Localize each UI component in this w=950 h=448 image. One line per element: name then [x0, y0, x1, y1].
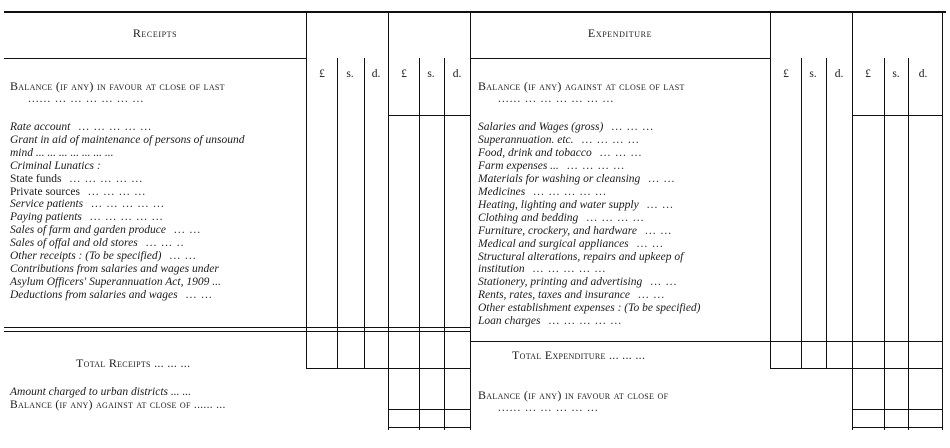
receipts-item-label: Grant in aid of maintenance of persons of unsound	[10, 133, 245, 146]
expenditure-item-label: Rents, rates, taxes and insurance	[478, 289, 631, 302]
receipts-item-label: mind ... ... ... ... ... ... ...	[10, 146, 114, 159]
receipts-item-row	[10, 173, 143, 186]
expenditure-item-label: Materials for washing or cleansing	[478, 172, 641, 185]
receipts-pound-2: £	[401, 68, 407, 80]
expenditure-item-leader: ... ...	[644, 224, 673, 237]
receipts-item-leader: ... ... ... ...	[87, 185, 147, 198]
expenditure-final-rule-2	[852, 427, 942, 428]
expenditure-item-row	[478, 173, 675, 186]
receipts-item-label: Rate account	[10, 121, 71, 133]
receipts-pence-2: d.	[452, 68, 462, 80]
receipts-item-leader: ... ...	[169, 250, 197, 262]
expenditure-item-leader: ... ... ... ... ...	[532, 263, 607, 276]
top-border	[4, 11, 946, 13]
expenditure-total-rule-bottom	[770, 368, 942, 369]
expenditure-item-label: institution	[478, 263, 525, 276]
expenditure-pence-1: d.	[834, 68, 844, 80]
expenditure-final-rule-1	[852, 409, 942, 410]
receipts-item-row	[10, 198, 165, 211]
receipts-balance-line2: ...... ... ... ... ... ... ...	[28, 93, 145, 105]
receipts-total-rule-top2	[4, 331, 470, 332]
expenditure-item-label: Clothing and bedding	[478, 211, 579, 224]
receipts-item-row	[10, 250, 197, 263]
receipts-pence-1: d.	[371, 68, 381, 80]
expenditure-item-leader: ... ...	[646, 198, 674, 211]
receipts-item-label: Paying patients	[10, 211, 82, 224]
receipts-item-leader: ... ...	[185, 288, 213, 301]
receipts-item-row	[10, 263, 219, 276]
expenditure-col-2	[801, 58, 802, 368]
expenditure-item-row	[478, 199, 674, 212]
expenditure-item-row	[478, 302, 701, 315]
expenditure-balance-favour-line1: Balance (if any) in favour at close of	[478, 388, 669, 402]
expenditure-item-row	[478, 147, 642, 160]
expenditure-item-label: Loan charges	[478, 315, 541, 328]
receipts-item-label: Sales of offal and old stores	[10, 237, 138, 250]
receipts-col-6	[444, 58, 445, 430]
receipts-item-label: Service patients	[10, 198, 84, 211]
expenditure-amount-rule-1	[852, 115, 942, 116]
receipts-item-label: Deductions from salaries and wages	[10, 288, 178, 301]
receipts-item-row	[10, 147, 114, 160]
receipts-item-label: Contributions from salaries and wages under	[10, 262, 219, 275]
receipts-item-row	[10, 289, 213, 302]
expenditure-balance-line2: ...... ... ... ... ... ... ...	[498, 93, 615, 105]
receipts-item-label: Criminal Lunatics :	[10, 159, 101, 172]
receipts-item-leader: ... ... ... ... ...	[78, 121, 152, 133]
expenditure-item-row	[478, 186, 607, 199]
header-bottom-rule-right	[470, 58, 770, 59]
receipts-pound-1: £	[319, 68, 325, 80]
expenditure-item-leader: ... ... ...	[611, 121, 654, 133]
expenditure-pound-2: £	[865, 68, 871, 80]
receipts-item-label: State funds	[10, 172, 62, 185]
expenditure-item-row	[478, 225, 672, 238]
receipts-header: Receipts	[132, 26, 178, 40]
expenditure-item-row	[478, 289, 665, 302]
expenditure-total: Total Expenditure ... ... ...	[512, 348, 646, 362]
receipts-total: Total Receipts ... ... ...	[76, 356, 191, 370]
receipts-total-rule-top	[4, 327, 470, 328]
expenditure-item-leader: ... ...	[638, 289, 666, 302]
receipts-item-label: Private sources	[10, 185, 80, 198]
receipts-item-row	[10, 211, 164, 224]
expenditure-item-leader: ... ...	[648, 172, 676, 185]
receipts-item-row	[10, 160, 101, 173]
expenditure-item-label: Medicines	[478, 185, 526, 198]
receipts-item-leader: ... ... ... ... ...	[69, 172, 144, 185]
receipts-amount-rule-1	[388, 115, 470, 116]
expenditure-item-label: Medical and surgical appliances	[478, 237, 629, 250]
receipts-item-label: Sales of farm and garden produce	[10, 224, 166, 237]
receipts-shilling-2: s.	[427, 68, 435, 80]
expenditure-item-leader: ... ... ...	[599, 146, 643, 159]
receipts-final-rule-1	[388, 409, 470, 410]
expenditure-pound-1: £	[783, 68, 789, 80]
receipts-item-label: Asylum Officers' Superannuation Act, 1909 ...	[10, 275, 221, 288]
receipts-shilling-1: s.	[346, 68, 354, 80]
expenditure-item-row	[478, 160, 625, 173]
expenditure-shilling-1: s.	[809, 68, 817, 80]
expenditure-item-row	[478, 251, 683, 264]
expenditure-item-label: Furniture, crockery, and hardware	[478, 224, 637, 237]
receipts-col-3	[364, 58, 365, 368]
receipts-item-row	[10, 237, 184, 250]
expenditure-balance-favour-line2: ...... ... ... ... ... ...	[498, 402, 599, 414]
receipts-item-label: Other receipts : (To be specified)	[10, 250, 162, 262]
expenditure-item-label: Food, drink and tobacco	[478, 146, 592, 159]
expenditure-item-label: Farm expenses ...	[478, 159, 559, 172]
expenditure-item-row	[478, 212, 644, 225]
expenditure-col-7	[942, 12, 943, 430]
receipts-final-rule-2	[388, 427, 470, 428]
receipts-item-leader: ... ...	[173, 224, 202, 237]
receipts-item-leader: ... ... ..	[145, 237, 185, 250]
expenditure-col-6	[908, 58, 909, 430]
expenditure-item-row	[478, 121, 654, 134]
expenditure-item-row	[478, 276, 677, 289]
receipts-col-7	[470, 12, 471, 430]
receipts-item-leader: ... ... ... ... ...	[91, 198, 165, 211]
expenditure-total-rule-top	[470, 341, 942, 342]
expenditure-item-leader: ... ... ... ... ...	[533, 185, 607, 198]
expenditure-header: Expenditure	[587, 26, 653, 40]
expenditure-item-label: Other establishment expenses : (To be specified)	[478, 302, 701, 315]
receipts-col-2	[337, 58, 338, 368]
expenditure-item-leader: ... ...	[650, 276, 678, 289]
expenditure-item-label: Stationery, printing and advertising	[478, 276, 643, 289]
expenditure-item-leader: ... ... ... ...	[581, 133, 640, 146]
receipts-balance-against: Balance (if any) against at close of ...... ...	[10, 399, 226, 411]
expenditure-item-label: Superannuation. etc.	[478, 133, 574, 146]
expenditure-col-4	[852, 12, 853, 430]
expenditure-col-3	[826, 58, 827, 368]
expenditure-shilling-2: s.	[892, 68, 900, 80]
receipts-col-4	[388, 12, 389, 430]
expenditure-item-row	[478, 263, 606, 276]
receipts-item-row	[10, 276, 221, 289]
expenditure-balance-line1: Balance (if any) against at close of last	[478, 79, 685, 93]
receipts-col-5	[419, 58, 420, 430]
receipts-item-leader: ... ... ... ... ...	[89, 211, 164, 224]
receipts-balance-line1: Balance (if any) in favour at close of last	[10, 79, 225, 93]
expenditure-item-leader: ... ... ... ...	[586, 211, 645, 224]
expenditure-item-row	[478, 238, 664, 251]
expenditure-col-1	[770, 12, 771, 368]
receipts-charged-urban: Amount charged to urban districts ... ...	[10, 386, 192, 398]
receipts-item-row	[10, 121, 152, 134]
receipts-item-row	[10, 224, 201, 237]
receipts-item-row	[10, 186, 146, 199]
receipts-col-1	[306, 12, 307, 368]
expenditure-item-row	[478, 315, 622, 328]
header-bottom-rule-left	[4, 58, 306, 59]
expenditure-pence-2: d.	[918, 68, 928, 80]
expenditure-item-leader: ... ... ... ...	[566, 159, 625, 172]
expenditure-item-label: Heating, lighting and water supply	[478, 198, 639, 211]
expenditure-item-label: Salaries and Wages (gross)	[478, 121, 604, 133]
expenditure-item-row	[478, 134, 640, 147]
expenditure-col-5	[884, 58, 885, 430]
expenditure-item-label: Structural alterations, repairs and upkeep of	[478, 250, 684, 263]
expenditure-item-leader: ... ... ... ... ...	[548, 315, 623, 328]
receipts-item-row	[10, 134, 244, 147]
expenditure-item-leader: ... ...	[636, 237, 664, 250]
